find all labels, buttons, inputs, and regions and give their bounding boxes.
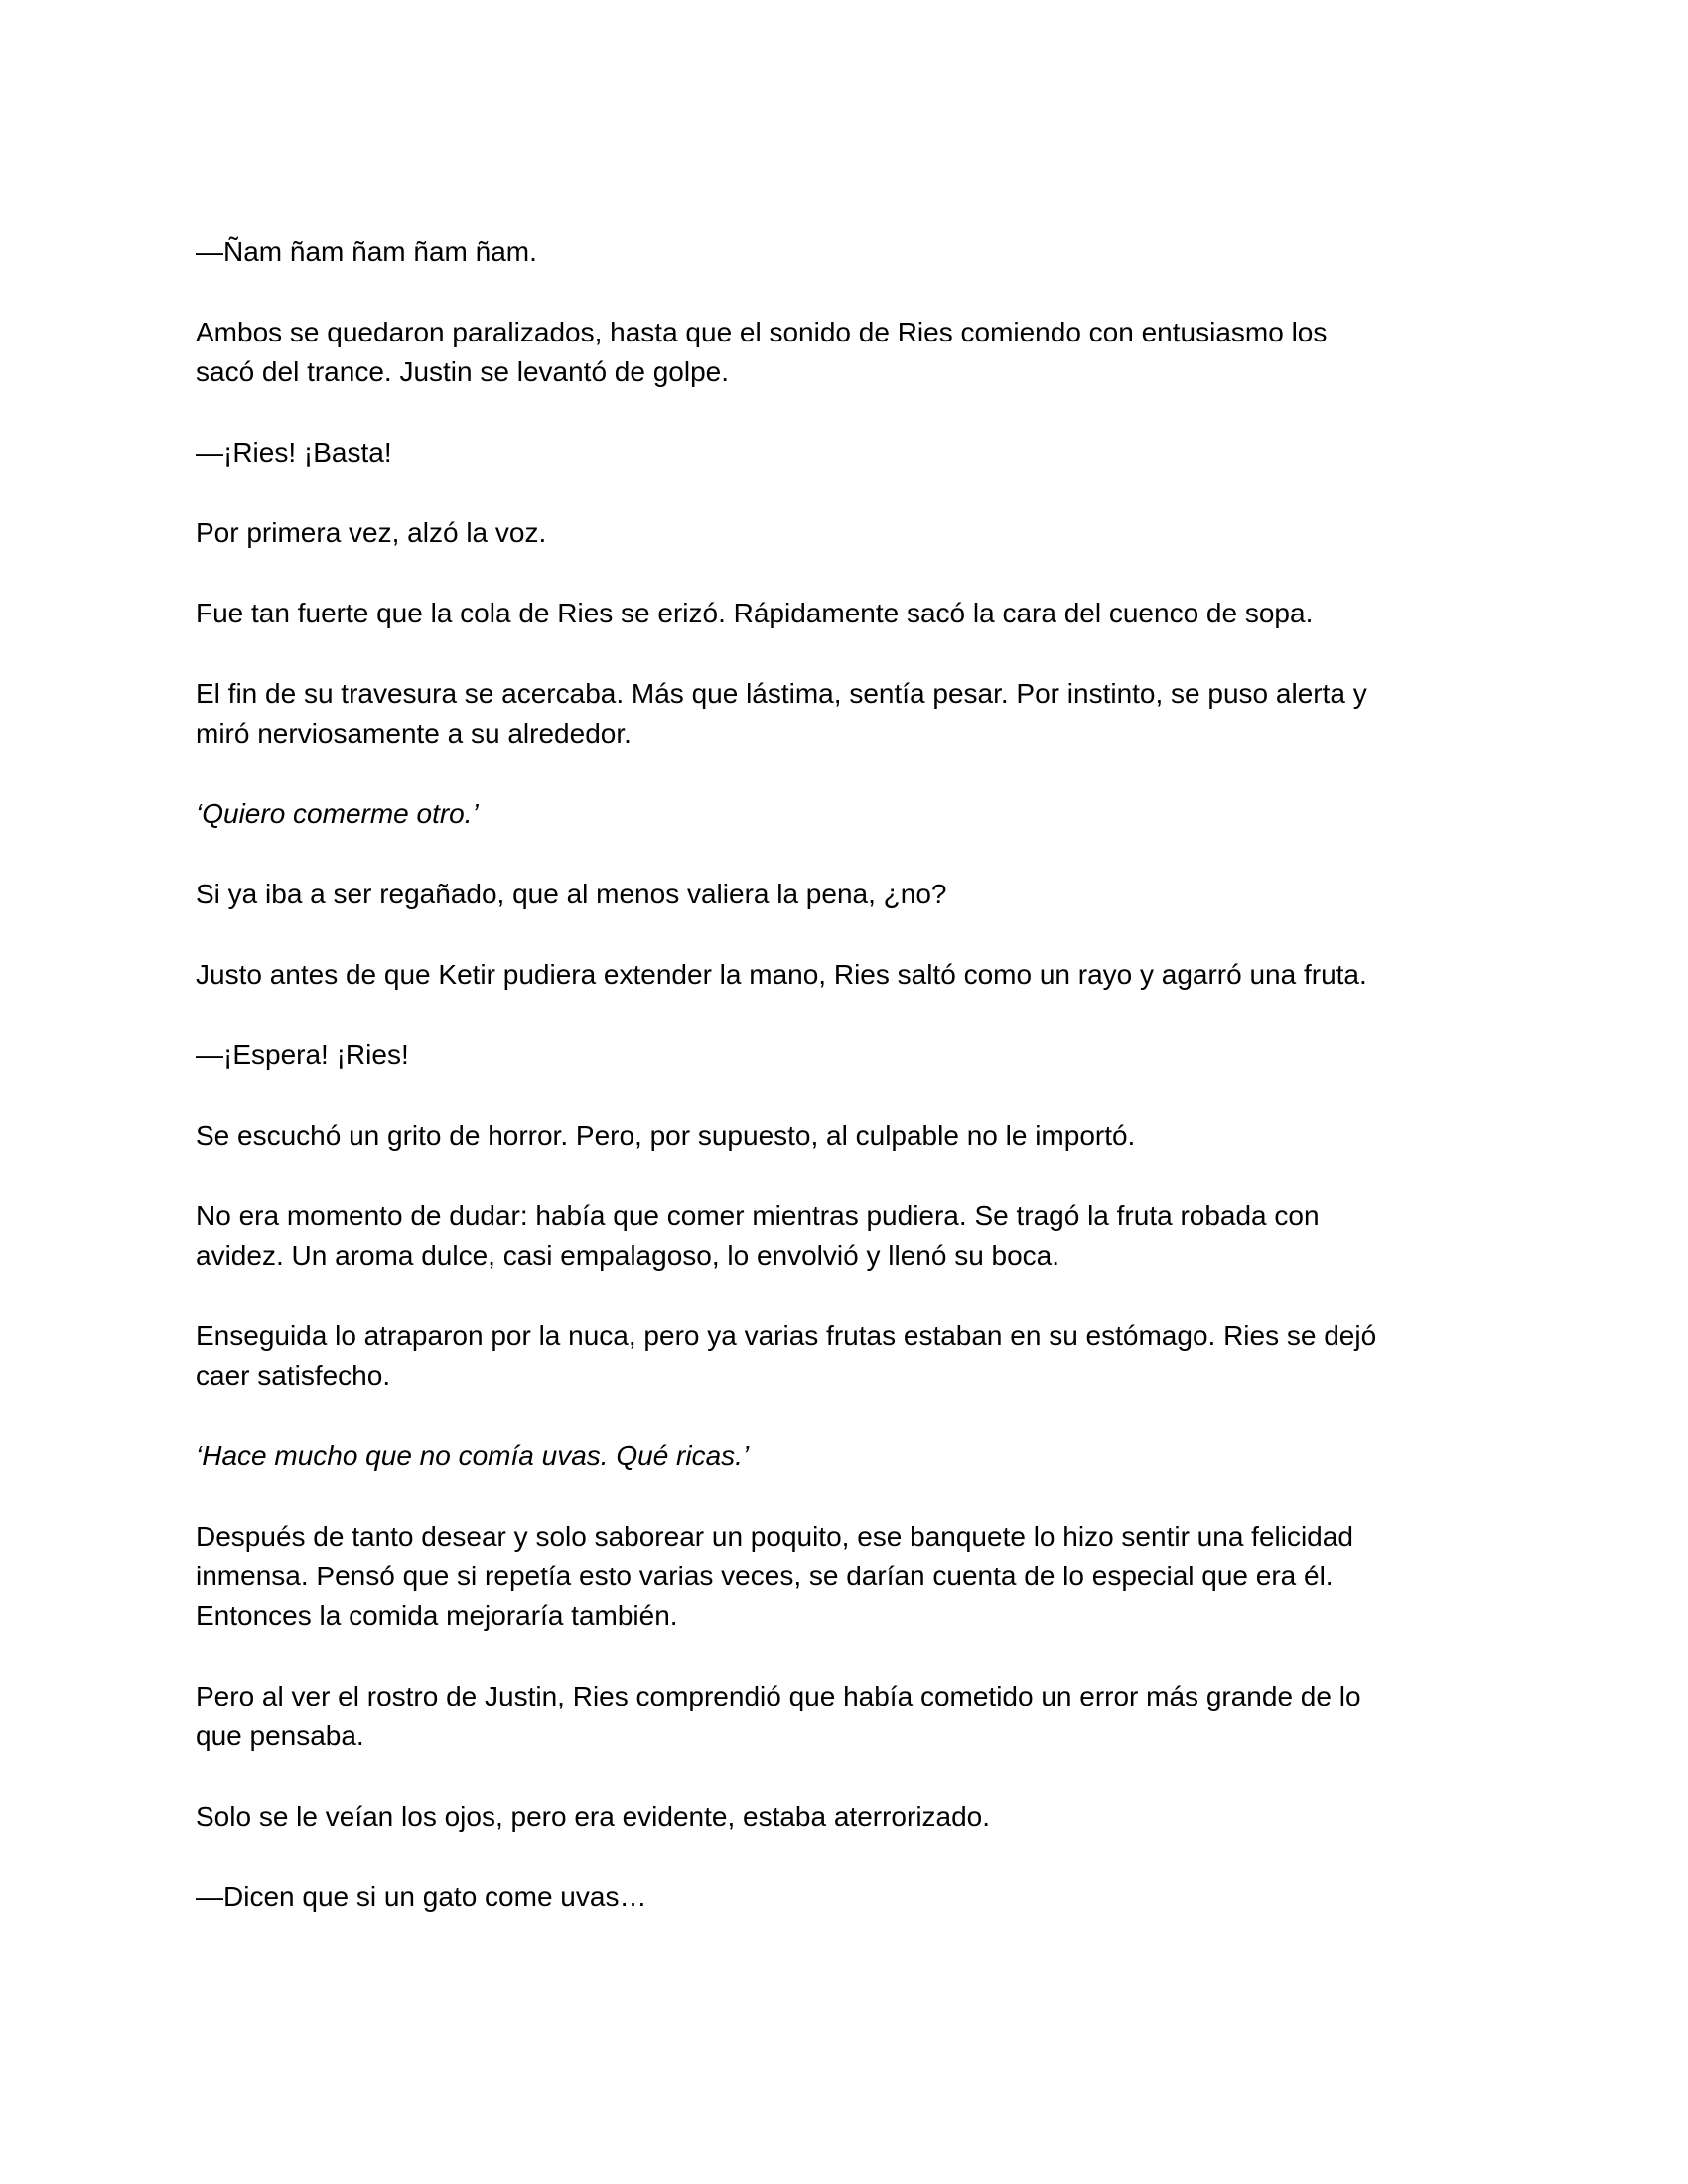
paragraph: Ambos se quedaron paralizados, hasta que el sonido de Ries comiendo con entusiasmo los sacó del trance. Justin se levantó de golpe. xyxy=(196,317,1328,387)
paragraph: ‘Hace mucho que no comía uvas. Qué ricas.’ xyxy=(196,1440,750,1471)
paragraph: Justo antes de que Ketir pudiera extender la mano, Ries saltó como un rayo y agarró una fruta. xyxy=(196,959,1367,990)
paragraph: Si ya iba a ser regañado, que al menos valiera la pena, ¿no? xyxy=(196,879,947,909)
paragraph: Se escuchó un grito de horror. Pero, por supuesto, al culpable no le importó. xyxy=(196,1120,1136,1151)
paragraph: ‘Quiero comerme otro.’ xyxy=(196,798,479,829)
paragraph: —¡Espera! ¡Ries! xyxy=(196,1039,409,1070)
paragraph: No era momento de dudar: había que comer mientras pudiera. Se tragó la fruta robada con avidez. Un aroma dulce, casi empalagoso, lo envolvió y llenó su boca. xyxy=(196,1200,1320,1271)
paragraph: Solo se le veían los ojos, pero era evidente, estaba aterrorizado. xyxy=(196,1801,991,1832)
paragraph: Fue tan fuerte que la cola de Ries se erizó. Rápidamente sacó la cara del cuenco de sopa. xyxy=(196,598,1314,628)
paragraph: —Ñam ñam ñam ñam ñam. xyxy=(196,236,537,267)
paragraph: Enseguida lo atraparon por la nuca, pero ya varias frutas estaban en su estómago. Ries se dejó caer satisfecho. xyxy=(196,1320,1377,1391)
paragraph: Por primera vez, alzó la voz. xyxy=(196,517,547,548)
paragraph: Pero al ver el rostro de Justin, Ries comprendió que había cometido un error más grande de lo que pensaba. xyxy=(196,1681,1361,1751)
paragraph: —Dicen que si un gato come uvas… xyxy=(196,1881,647,1912)
paragraph: Después de tanto desear y solo saborear un poquito, ese banquete lo hizo sentir una felicidad inmensa. Pensó que si repetía esto varias veces, se darían cuenta de lo especial que era él. Entonces la comida mejoraría también. xyxy=(196,1521,1353,1631)
paragraph: —¡Ries! ¡Basta! xyxy=(196,437,392,468)
paragraph: El fin de su travesura se acercaba. Más que lástima, sentía pesar. Por instinto, se puso alerta y miró nerviosamente a su alrededor. xyxy=(196,678,1367,749)
